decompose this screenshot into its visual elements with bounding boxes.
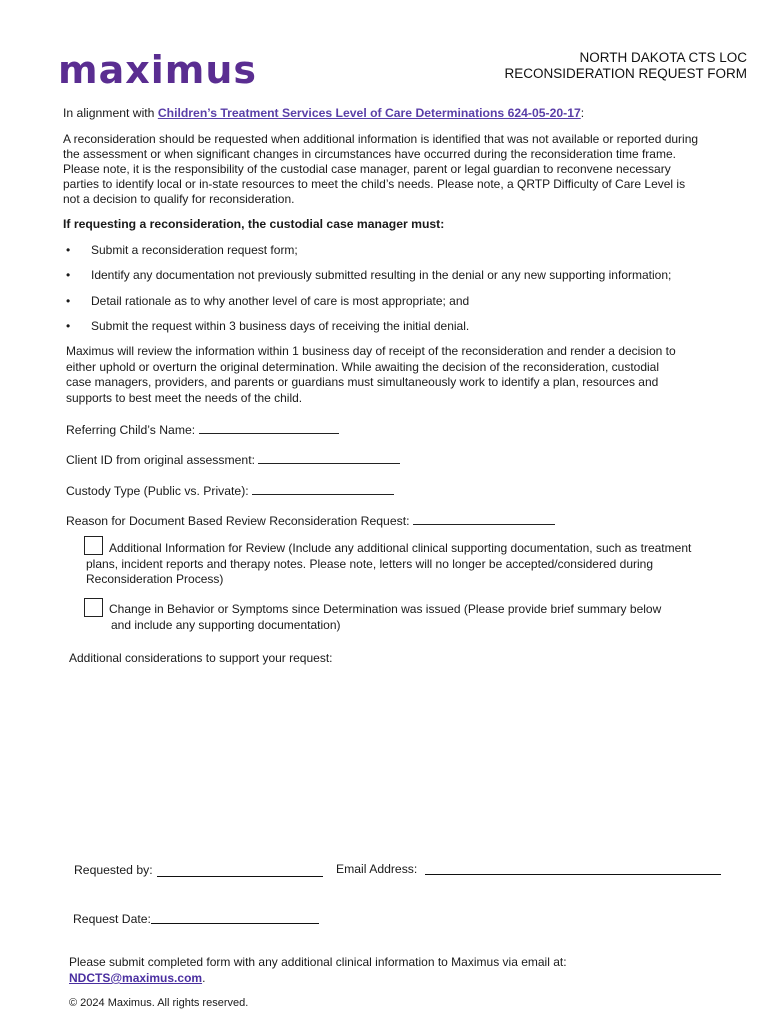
- request-date-label: Request Date:: [73, 912, 151, 926]
- client-id-line[interactable]: [258, 451, 400, 464]
- custody-type-field[interactable]: [66, 482, 394, 499]
- form-title-line2: RECONSIDERATION REQUEST FORM: [504, 66, 747, 81]
- email-label: Email Address:: [336, 862, 418, 876]
- para1-line3: Please note, it is the responsibility of the custodial case manager, parent or legal guardian to reconvene necessary: [63, 162, 671, 176]
- para2-line1: Maximus will review the information within 1 business day of receipt of the reconsideration and render a decision to: [66, 344, 676, 358]
- bullet-marker: •: [66, 319, 71, 333]
- submit-instructions: [69, 954, 567, 986]
- reason-line[interactable]: [413, 512, 555, 525]
- requested-by-label: Requested by:: [74, 863, 153, 877]
- submit-email-line: [69, 970, 567, 986]
- child-name-line[interactable]: [199, 421, 339, 434]
- additional-info-line3: Reconsideration Process): [86, 572, 224, 586]
- child-name-field[interactable]: [66, 421, 339, 438]
- additional-info-line2: plans, incident reports and therapy notes. Please note, letters will no longer be accepted/considered during: [86, 556, 654, 571]
- form-title: [504, 50, 747, 82]
- para2-line4: supports to best meet the needs of the child.: [66, 390, 303, 405]
- policy-link[interactable]: Children’s Treatment Services Level of Care Determinations 624-05-20-17: [157, 106, 581, 120]
- child-name-label: Referring Child’s Name:: [66, 423, 199, 437]
- client-id-field[interactable]: [66, 451, 400, 468]
- submit-email-link[interactable]: NDCTS@maximus.com: [69, 971, 203, 985]
- intro-line: [63, 106, 584, 121]
- custody-type-line[interactable]: [252, 482, 394, 495]
- additional-considerations-area[interactable]: [69, 672, 719, 842]
- behavior-change-line1: Change in Behavior or Symptoms since Determination was issued (Please provide brief summary below: [109, 602, 662, 616]
- reason-field[interactable]: [66, 512, 555, 529]
- requested-by-line[interactable]: [157, 876, 323, 877]
- submit-period: .: [202, 971, 206, 985]
- bullet-marker: •: [66, 294, 71, 308]
- bullet-marker: •: [66, 268, 71, 282]
- behavior-change-checkbox[interactable]: [84, 598, 103, 617]
- bullet-item: Submit the request within 3 business days of receiving the initial denial.: [91, 319, 470, 333]
- para2-line2: either uphold or overturn the original determination. While awaiting the decision of the reconsideration, custodial: [66, 359, 660, 374]
- bullet-item: Detail rationale as to why another level of care is most appropriate; and: [91, 294, 470, 308]
- para1-line4: parties to identify local or in-state resources to meet the child’s needs. Please note, a QRTP Difficulty of Care Level is: [63, 177, 686, 191]
- additional-considerations-label: Additional considerations to support your request:: [69, 651, 333, 665]
- para2-line3: case managers, providers, and parents or guardians must simultaneously work to identify a plan, resources and: [66, 375, 659, 389]
- reconsideration-description: [63, 132, 729, 207]
- behavior-change-line2: and include any supporting documentation): [111, 617, 341, 632]
- para1-line5: not a decision to qualify for reconsideration.: [63, 192, 295, 206]
- intro-prefix: In alignment with: [63, 106, 158, 120]
- form-title-line1: NORTH DAKOTA CTS LOC: [579, 50, 747, 65]
- behavior-change-option: [109, 602, 661, 633]
- para1-line1: A reconsideration should be requested when additional information is identified that was not available or reported during: [63, 132, 699, 146]
- intro-suffix: :: [580, 106, 585, 120]
- copyright-footer: © 2024 Maximus. All rights reserved.: [69, 997, 249, 1009]
- email-line[interactable]: [425, 874, 721, 875]
- bullet-item: Submit a reconsideration request form;: [91, 243, 298, 257]
- additional-info-option: [86, 541, 691, 588]
- submit-text: Please submit completed form with any additional clinical information to Maximus via email at:: [69, 955, 567, 969]
- must-heading: If requesting a reconsideration, the custodial case manager must:: [63, 217, 445, 231]
- maximus-logo: maximus: [58, 48, 258, 92]
- additional-info-line1: Additional Information for Review (Include any additional clinical supporting documentation, such as treatment: [109, 541, 692, 555]
- request-date-line[interactable]: [151, 923, 319, 924]
- custody-type-label: Custody Type (Public vs. Private):: [66, 484, 253, 498]
- para1-line2: the assessment or when significant changes in circumstances have occurred during the reconsideration time frame.: [63, 147, 676, 161]
- reason-label: Reason for Document Based Review Reconsideration Request:: [66, 514, 413, 528]
- review-description: [66, 344, 676, 406]
- bullet-item: Identify any documentation not previously submitted resulting in the denial or any new supporting information;: [91, 268, 672, 282]
- bullet-marker: •: [66, 243, 71, 257]
- client-id-label: Client ID from original assessment:: [66, 453, 259, 467]
